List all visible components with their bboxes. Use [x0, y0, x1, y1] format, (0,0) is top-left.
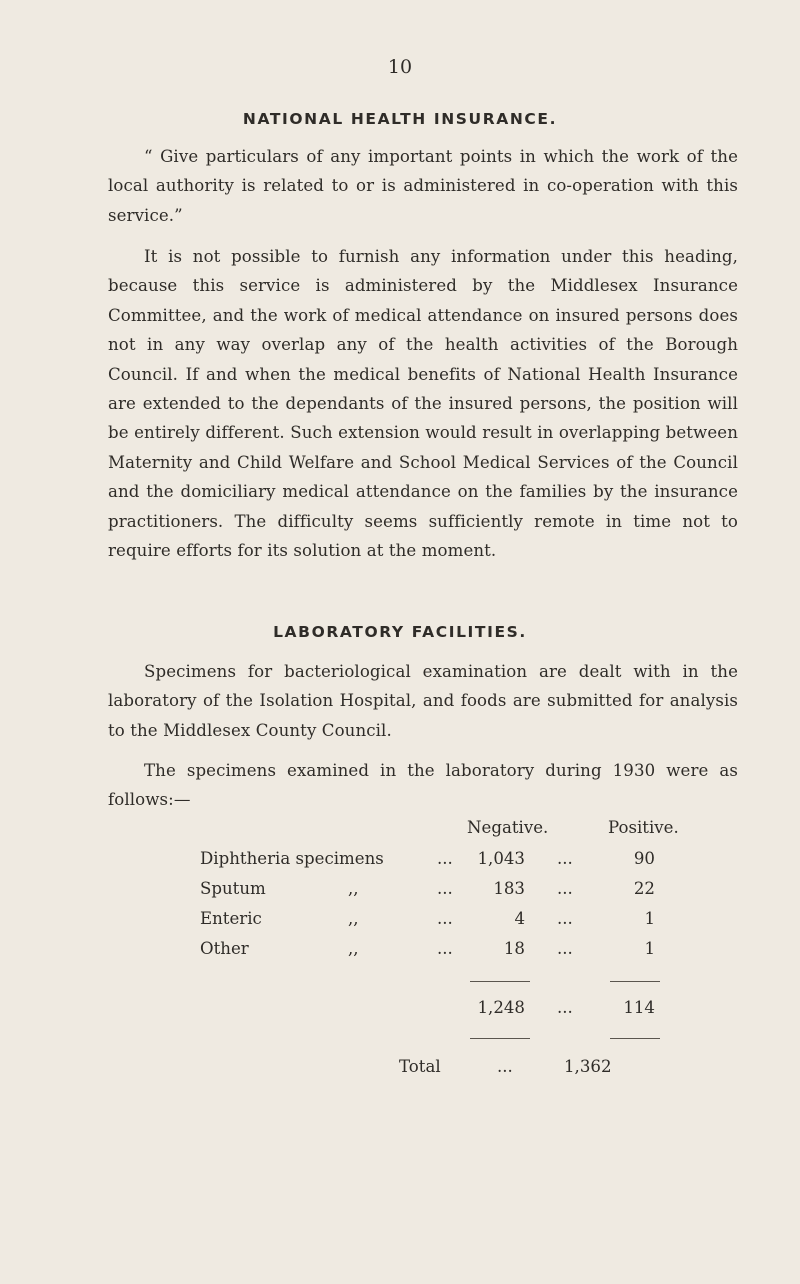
leader-dots: ... — [497, 1057, 513, 1076]
laboratory-paragraph: Specimens for bacteriological examination are dealt with in the laboratory of the Isolation Hospital, and foods are submitted for analysis to the Middlesex County Council. — [108, 662, 738, 740]
row-label: Sputum — [200, 879, 266, 898]
specimens-intro-paragraph: The specimens examined in the laboratory during 1930 were as follows:— — [108, 761, 738, 810]
total-rule-negative — [470, 1038, 530, 1039]
subtotal-rule-negative — [470, 981, 530, 982]
total-label: Total — [399, 1057, 441, 1076]
row-ditto: ,, — [348, 939, 359, 958]
quote-paragraph: “ Give particulars of any important points in which the work of the local authority is related to or is administered in co-operation with this service.” — [108, 147, 738, 225]
body-paragraph: It is not possible to furnish any information under this heading, because this service is administered by the Middlesex Insurance Committee, and the work of medical attendance on insured persons does not in any way overlap any of the health activities of the Borough Council. If and when the medical benefits of National Health Insurance are extended to the dependants of the insured persons, the position will be entirely different. Such extension would result in overlapping between Maternity and Child Welfare and School Medical Services of the Council and the domiciliary medical attendance on the families by the insurance practitioners. The difficulty seems sufficiently remote in time not to require efforts for its solution at the moment. — [108, 247, 738, 561]
row-label: Diphtheria specimens — [200, 849, 384, 868]
row-ditto: ,, — [348, 909, 359, 928]
total-value: 1,362 — [564, 1057, 612, 1076]
subtotal-positive: 114 — [623, 998, 655, 1017]
page-number: 10 — [387, 56, 413, 78]
leader-dots: ... — [437, 879, 453, 898]
column-header-positive: Positive. — [608, 818, 679, 837]
column-header-negative: Negative. — [467, 818, 549, 837]
total-rule-positive — [610, 1038, 660, 1039]
leader-dots: ... — [557, 998, 573, 1017]
cell-positive: 90 — [633, 849, 655, 868]
row-ditto: ,, — [348, 879, 359, 898]
leader-dots: ... — [437, 909, 453, 928]
heading-national-health-insurance: NATIONAL HEALTH INSURANCE. — [242, 110, 558, 128]
cell-positive: 1 — [644, 939, 655, 958]
cell-positive: 1 — [644, 909, 655, 928]
subtotal-rule-positive — [610, 981, 660, 982]
leader-dots: ... — [437, 849, 453, 868]
cell-negative: 4 — [514, 909, 525, 928]
leader-dots: ... — [437, 939, 453, 958]
subtotal-negative: 1,248 — [477, 998, 525, 1017]
cell-negative: 18 — [503, 939, 525, 958]
leader-dots: ... — [557, 849, 573, 868]
cell-positive: 22 — [633, 879, 655, 898]
heading-laboratory-facilities: LABORATORY FACILITIES. — [273, 623, 527, 641]
leader-dots: ... — [557, 909, 573, 928]
leader-dots: ... — [557, 939, 573, 958]
row-label: Other — [200, 939, 249, 958]
row-label: Enteric — [200, 909, 262, 928]
cell-negative: 183 — [493, 879, 525, 898]
cell-negative: 1,043 — [477, 849, 525, 868]
leader-dots: ... — [557, 879, 573, 898]
